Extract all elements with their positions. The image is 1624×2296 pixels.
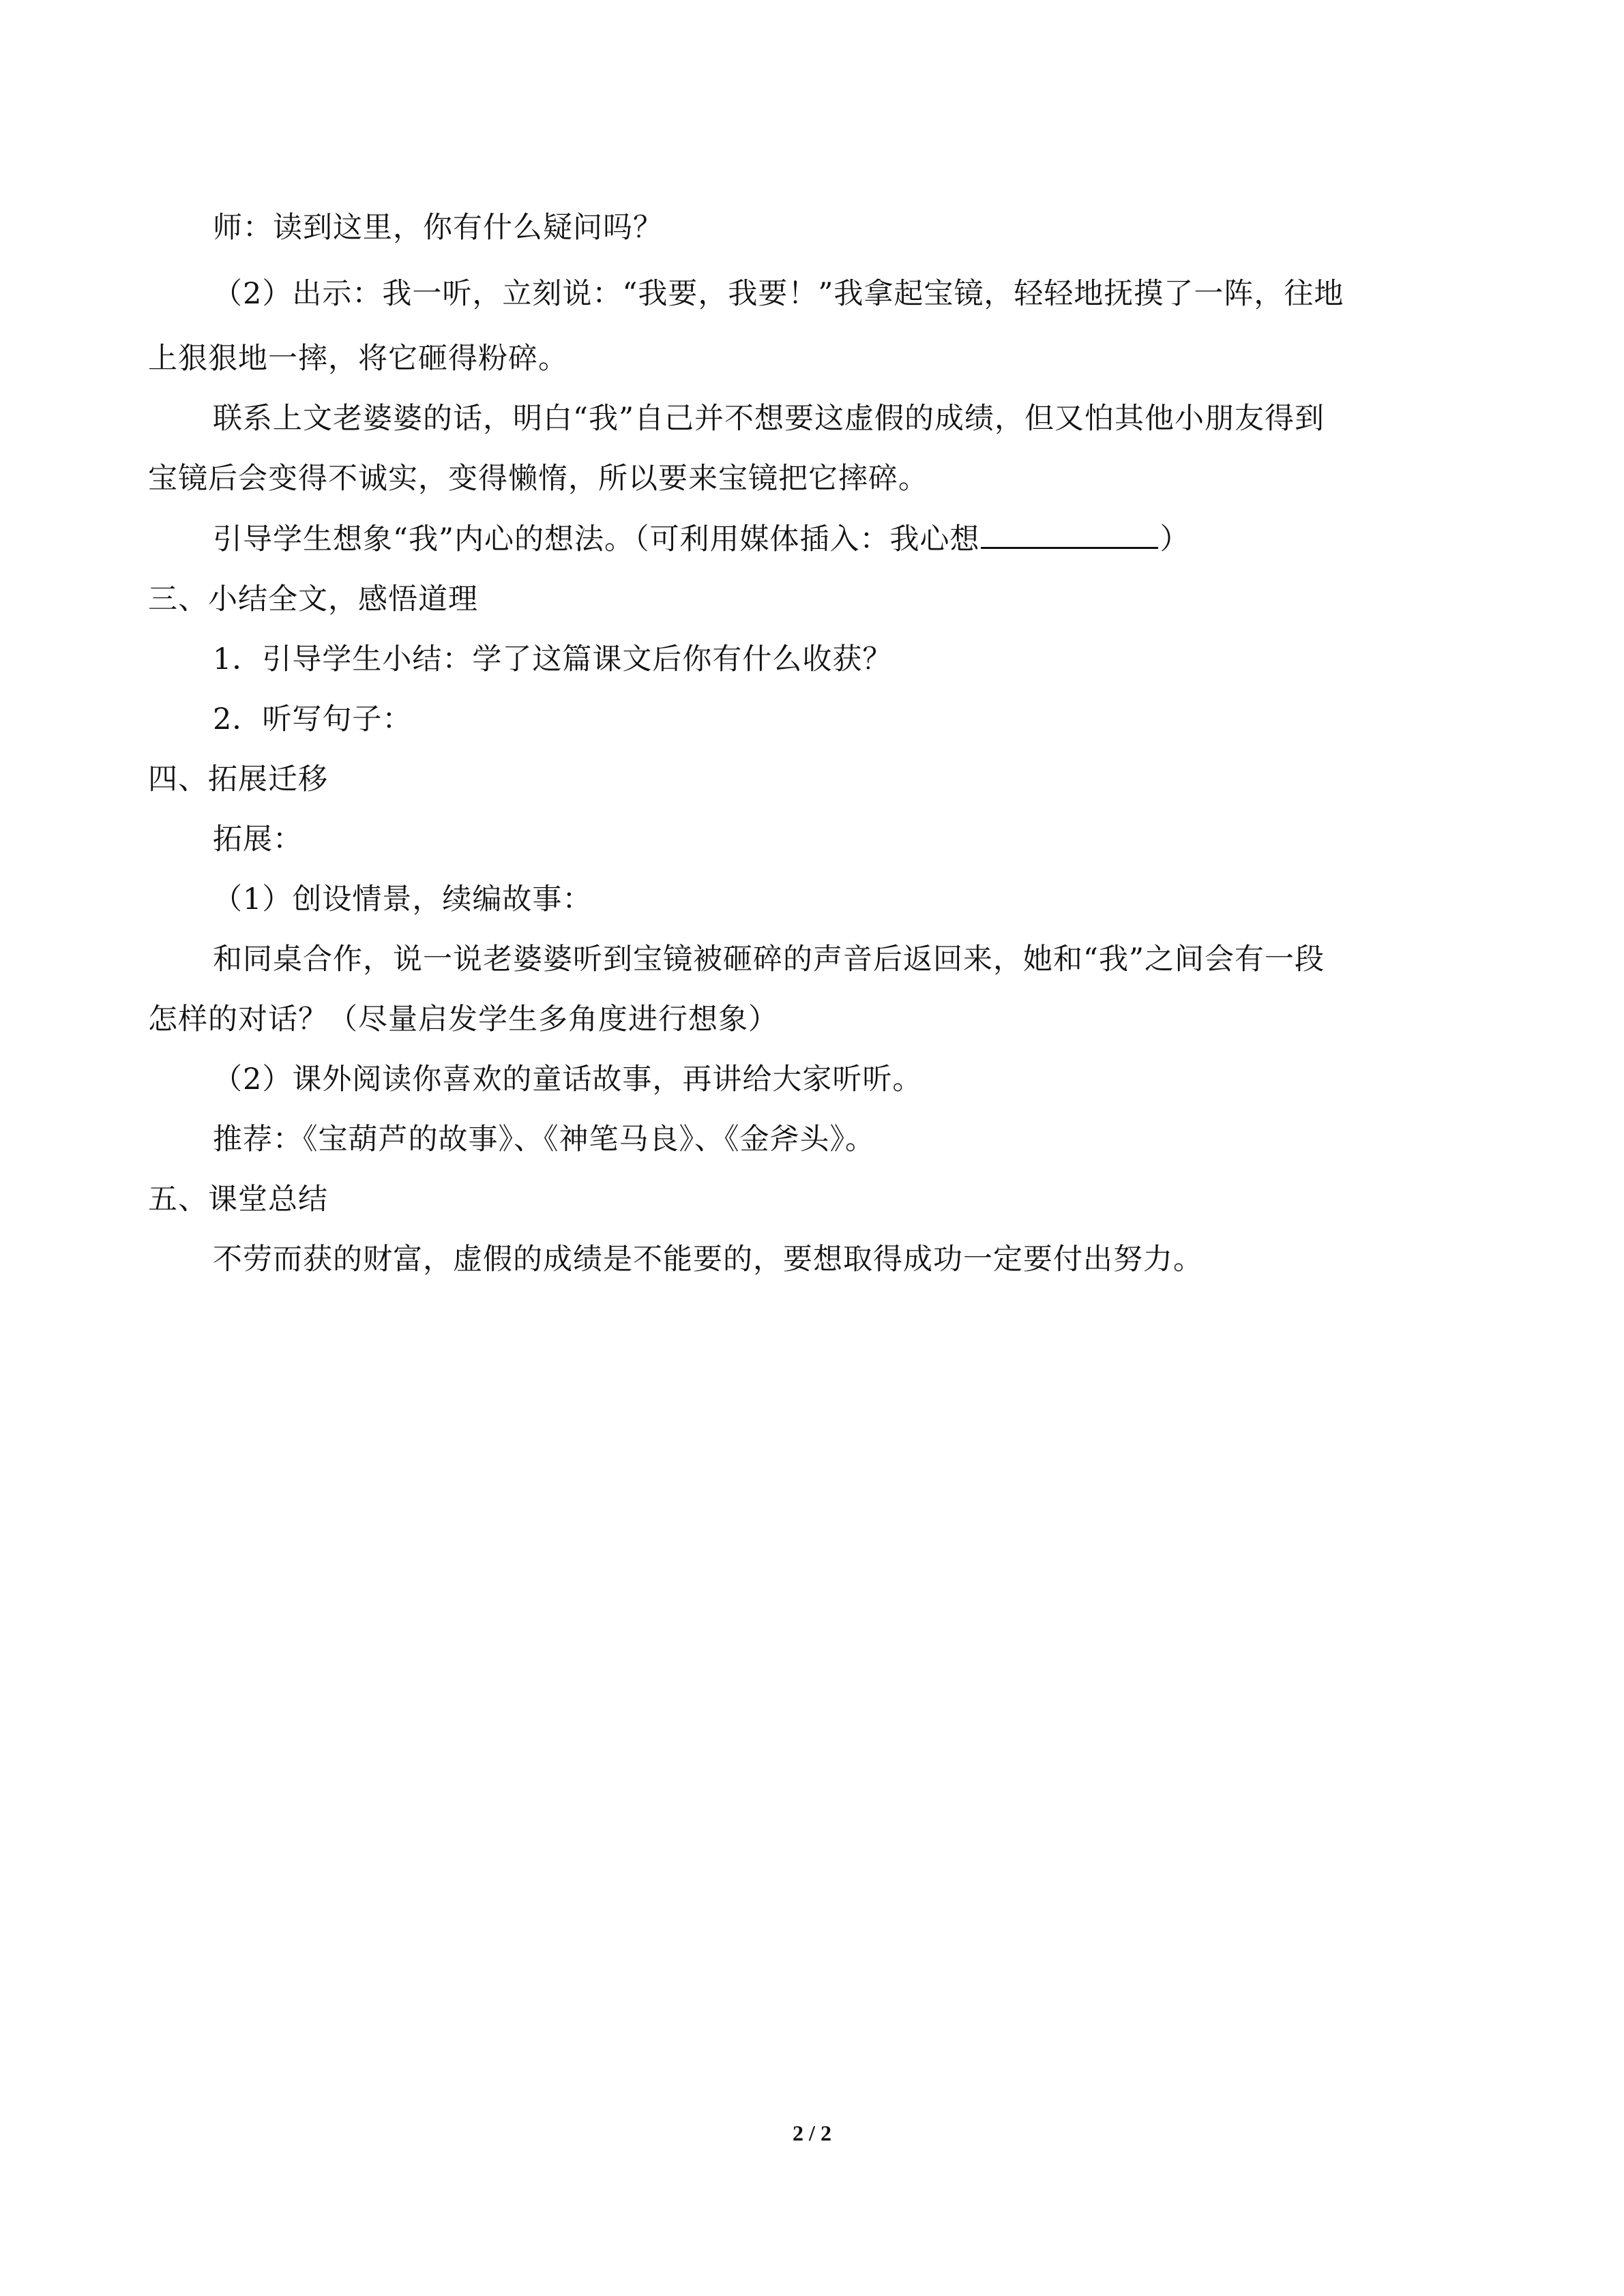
fill-in-blank [981,520,1158,549]
paragraph-extend-1: （1）创设情景，续编故事： [213,882,593,916]
paragraph-summary: 不劳而获的财富，虚假的成绩是不能要的，要想取得成功一定要付出努力。 [213,1242,1203,1277]
paragraph-recommend: 推荐：《宝葫芦的故事》、《神笔马良》、《金斧头》。 [213,1122,875,1157]
paragraph-teacher-question: 师：读到这里，你有什么疑问吗？ [213,211,663,245]
paragraph-display-2-line-2: 上狠狠地一摔，将它砸得粉碎。 [148,342,568,376]
paragraph-cooperate-line-2: 怎样的对话？（尽量启发学生多角度进行想象） [148,1002,778,1037]
paragraph-extend-2: （2）课外阅读你喜欢的童话故事，再讲给大家听听。 [213,1062,923,1097]
imagine-text: 引导学生想象“我”内心的想法。（可利用媒体插入：我心想 [213,522,980,556]
list-item-1: 1．引导学生小结：学了这篇课文后你有什么收获？ [213,642,893,676]
imagine-close-paren: ） [1160,522,1190,556]
paragraph-cooperate-line-1: 和同桌合作，说一说老婆婆听到宝镜被砸碎的声音后返回来，她和“我”之间会有一段 [213,942,1325,976]
paragraph-context-line-2: 宝镜后会变得不诚实，变得懒惰，所以要来宝镜把它摔碎。 [148,462,928,496]
list-item-2: 2．听写句子： [213,702,413,736]
paragraph-display-2-line-1: （2）出示：我一听，立刻说：“我要，我要！”我拿起宝镜，轻轻地抚摸了一阵，往地 [213,277,1344,311]
paragraph-extend-label: 拓展： [213,822,303,856]
page-number: 2 / 2 [793,2121,831,2145]
section-heading-3: 三、小结全文，感悟道理 [148,582,478,616]
section-heading-5: 五、课堂总结 [148,1182,328,1217]
paragraph-context-line-1: 联系上文老婆婆的话，明白“我”自己并不想要这虚假的成绩，但又怕其他小朋友得到 [213,402,1325,436]
section-heading-4: 四、拓展迁移 [148,762,328,796]
paragraph-imagine [213,520,1190,559]
